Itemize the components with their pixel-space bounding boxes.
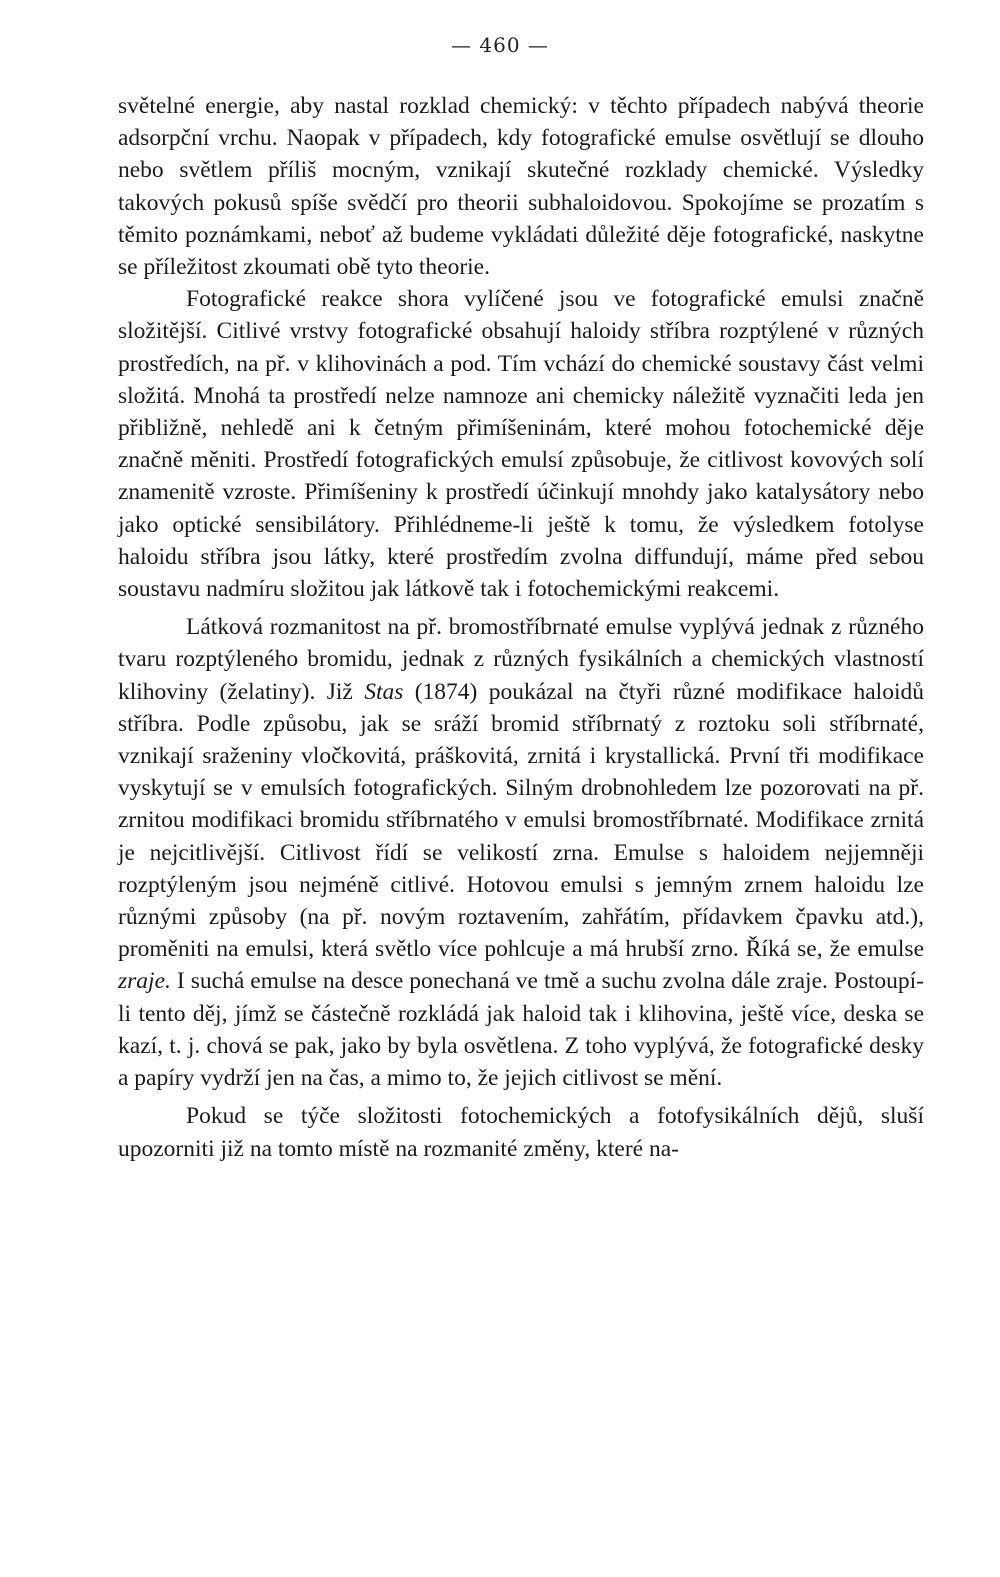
term-emphasis: zraje. [118, 968, 171, 995]
paragraph-1: světelné energie, aby nastal rozklad chemický: v těchto případech nabývá theorie adsorpční vrchu. Naopak v případech, kdy fotografické emulse osvětlují se dlouho nebo světlem příliš mocným, vznikají skutečné rozklady chemické. Výsledky takových pokusů spíše svědčí pro theorii subhaloidovou. Spokojíme se prozatím s těmito poznámkami, neboť až budeme vykládati důležité děje fotografické, naskytne se příležitost zkoumati obě tyto theorie. [118, 93, 924, 281]
paragraph-2: Fotografické reakce shora vylíčené jsou ve fotografické emulsi značně složitější. Citlivé vrstvy fotografické obsahují haloidy stříbra rozptýlené v různých prostředích, na př. v klihovinách a pod. Tím vchází do chemické soustavy část velmi složitá. Mnohá ta prostředí nelze namnoze ani chemicky náležitě vyznačiti leda jen přibližně, nehledě ani k četným přimíšeninám, které mohou fotochemické děje značně měniti. Prostředí fotografických emulsí způsobuje, že citlivost kovových solí znamenitě vzroste. Přimíšeniny k prostředí účinkují mnohdy jako katalysátory nebo jako optické sensibilátory. Přihlédneme-li ještě k tomu, že výsledkem fotolyse haloidu stříbra jsou látky, které prostředím zvolna diffundují, máme před sebou soustavu nadmíru složitou jak látkově tak i fotochemickými reakcemi. [118, 286, 924, 603]
paragraph-3 [118, 611, 924, 1094]
paragraph-3-part-1: Látková rozmanitost na př. bromostříbrnaté emulse vyplývá jednak z různého tvaru rozptýleného bromidu, jednak z různých fysikálních a chemických vlastností klihoviny (želatiny). Již [118, 614, 924, 705]
body-text [118, 90, 924, 1165]
author-name-emphasis: Stas [364, 678, 404, 705]
paragraph-4: Pokud se týče složitosti fotochemických a fotofysikálních dějů, sluší upozorniti již na tomto místě na rozmanité změny, které na- [118, 1103, 924, 1162]
page-number: — 460 — [451, 33, 549, 57]
paragraph-3-part-2: (1874) poukázal na čtyři různé modifikace haloidů stříbra. Podle způsobu, jak se sráží bromid stříbrnatý z roztoku soli stříbrnaté, vznikají sraženiny vločkovitá, práškovitá, zrnitá i krystallická. První tři modifikace vyskytují se v emulsích fotografických. Silným drobnohledem lze pozorovati na př. zrnitou modifikaci bromidu stříbrnatého v emulsi bromostříbrnaté. Modifikace zrnitá je nejcitlivější. Citlivost řídí se velikostí zrna. Emulse s haloidem nejjemněji rozptýleným jsou nejméně citlivé. Hotovou emulsi s jemným zrnem haloidu lze různými způsoby (na př. novým roztavením, zahřátím, přídavkem čpavku atd.), proměniti na emulsi, která světlo více pohlcuje a má hrubší zrno. Říká se, že emulse [118, 678, 924, 963]
paragraph-3-part-3: I suchá emulse na desce ponechaná ve tmě a suchu zvolna dále zraje. Postoupí-li tento děj, jímž se částečně rozkládá jak haloid tak i klihovina, ještě více, deska se kazí, t. j. chová se pak, jako by byla osvětlena. Z toho vyplývá, že fotografické desky a papíry vydrží jen na čas, a mimo to, že jejich citlivost se mění. [118, 968, 924, 1092]
